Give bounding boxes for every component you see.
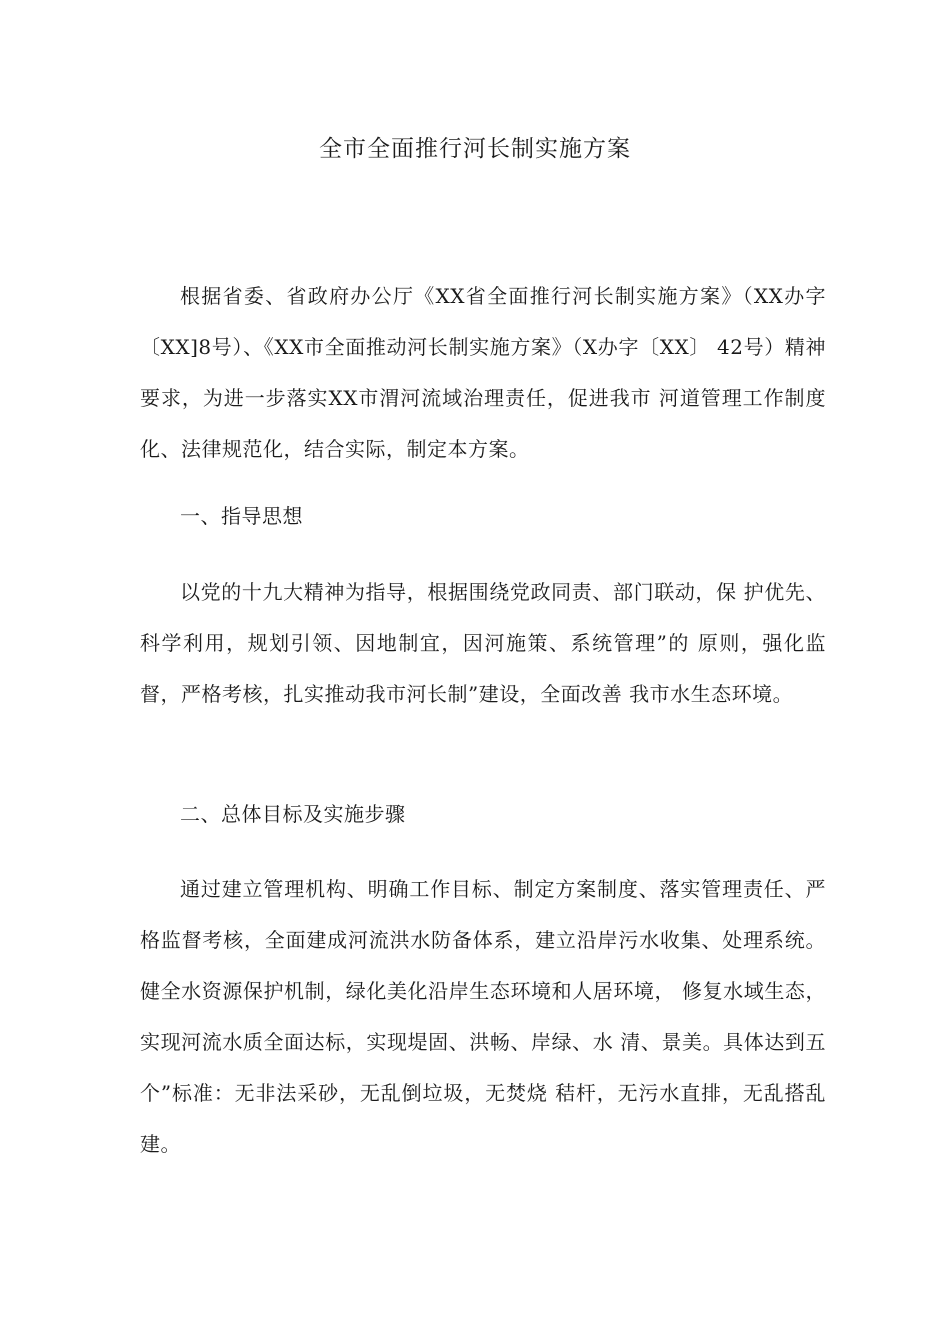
intro-section — [140, 271, 826, 475]
intro-paragraph: 根据省委、省政府办公厅《XX省全面推行河长制实施方案》（XX办字〔XX]8号）、《XX市全面推动河长制实施方案》（X办字〔XX〕 42号）精神要求，为进一步落实XX市渭河流域治理责任，促进我市 河道管理工作制度化、法律规范化，结合实际，制定本方案。 — [140, 284, 826, 461]
section-1-header — [140, 491, 826, 542]
section-2-header — [140, 789, 826, 840]
section-1-paragraph: 以党的十九大精神为指导，根据围绕党政同责、部门联动，保 护优先、科学利用，规划引领、因地制宜，因河施策、系统管理”的 原则，强化监督，严格考核，扎实推动我市河长制”建设，全面改善 我市水生态环境。 — [140, 580, 826, 706]
section-1-body — [140, 567, 826, 720]
section-2-paragraph: 通过建立管理机构、明确工作目标、制定方案制度、落实管理责任、严格监督考核，全面建成河流洪水防备体系，建立沿岸污水收集、处理系统。健全水资源保护机制，绿化美化沿岸生态环境和人居环境， 修复水域生态，实现河流水质全面达标，实现堤固、洪畅、岸绿、水 清、景美。具体达到五个”标准：无非法采砂，无乱倒垃圾，无焚烧 秸杆，无污水直排，无乱搭乱建。 — [140, 877, 826, 1156]
section-2-heading: 二、总体目标及实施步骤 — [180, 802, 406, 826]
section-1-heading: 一、指导思想 — [180, 504, 303, 528]
section-2-body — [140, 864, 826, 1170]
document-title: 全市全面推行河长制实施方案 — [319, 136, 631, 162]
